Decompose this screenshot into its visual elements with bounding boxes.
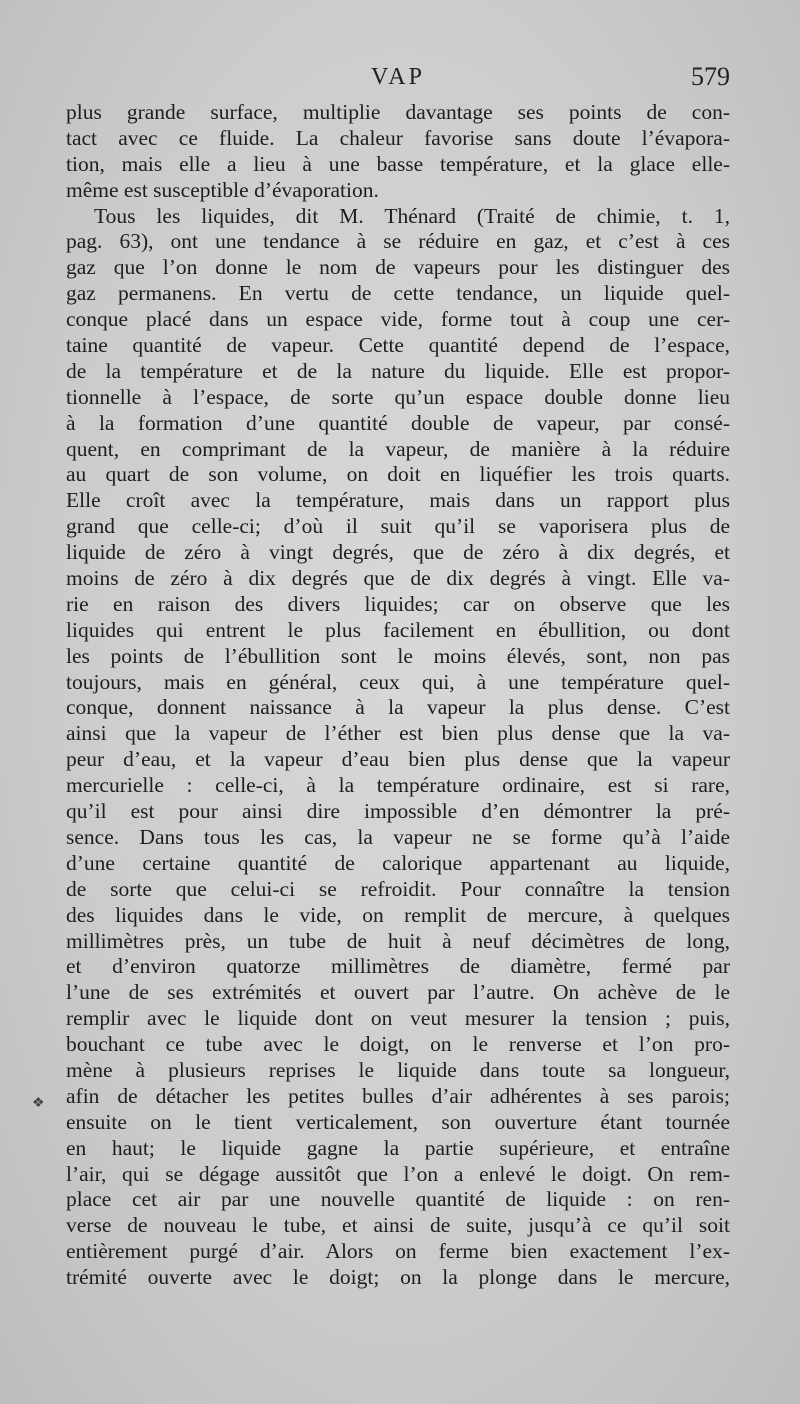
- text-line: grand que celle-ci; d’où il suit qu’il se vaporisera plus de: [66, 514, 730, 539]
- text-line: moins de zéro à dix degrés que de dix degrés à vingt. Elle va-: [66, 566, 730, 591]
- text-line: sence. Dans tous les cas, la vapeur ne se forme qu’à l’aide: [66, 824, 730, 849]
- text-line: plus grande surface, multiplie davantage ses points de con-: [66, 100, 730, 124]
- text-line: à la formation d’une quantité double de vapeur, par consé-: [66, 410, 730, 435]
- text-line: Tous les liquides, dit M. Thénard (Traité de chimie, t. 1,: [94, 203, 730, 228]
- text-line: tionnelle à l’espace, de sorte qu’un espace double donne lieu: [66, 384, 730, 409]
- text-line: tion, mais elle a lieu à une basse température, et la glace elle-: [66, 151, 730, 176]
- text-line: peur d’eau, et la vapeur d’eau bien plus dense que la vapeur: [66, 747, 730, 772]
- text-line: ainsi que la vapeur de l’éther est bien plus dense que la va-: [66, 721, 730, 746]
- text-line: qu’il est pour ainsi dire impossible d’en démontrer la pré-: [66, 799, 730, 824]
- text-line: au quart de son volume, on doit en liquéfier les trois quarts.: [66, 462, 730, 487]
- text-line: entièrement purgé d’air. Alors on ferme bien exactement l’ex-: [66, 1239, 730, 1264]
- text-line: des liquides dans le vide, on remplit de mercure, à quelques: [66, 902, 730, 927]
- text-line: place cet air par une nouvelle quantité de liquide : on ren-: [66, 1187, 730, 1212]
- text-line: mercurielle : celle-ci, à la température ordinaire, est si rare,: [66, 773, 730, 798]
- text-line: rie en raison des divers liquides; car on observe que les: [66, 591, 730, 616]
- text-line: Elle croît avec la température, mais dans un rapport plus: [66, 488, 730, 513]
- text-line: afin de détacher les petites bulles d’air adhérentes à ses parois;: [66, 1083, 730, 1108]
- text-line: les points de l’ébullition sont le moins élevés, sont, non pas: [66, 643, 730, 668]
- text-line: l’une de ses extrémités et ouvert par l’autre. On achève de le: [66, 980, 730, 1005]
- running-head: VAP: [371, 64, 425, 90]
- text-line: quent, en comprimant de la vapeur, de manière à la réduire: [66, 436, 730, 461]
- page-header: [66, 60, 730, 96]
- text-line: mène à plusieurs reprises le liquide dans toute sa longueur,: [66, 1057, 730, 1082]
- text-line: toujours, mais en général, ceux qui, à une température quel-: [66, 669, 730, 694]
- text-line: verse de nouveau le tube, et ainsi de suite, jusqu’à ce qu’il soit: [66, 1213, 730, 1238]
- text-line: tact avec ce fluide. La chaleur favorise sans doute l’évapora-: [66, 125, 730, 150]
- text-line: millimètres près, un tube de huit à neuf décimètres de long,: [66, 928, 730, 953]
- text-line: gaz que l’on donne le nom de vapeurs pour les distinguer des: [66, 255, 730, 280]
- margin-ornament-icon: ❖: [32, 1095, 45, 1111]
- text-line: bouchant ce tube avec le doigt, on le renverse et l’on pro-: [66, 1032, 730, 1057]
- text-line: même est susceptible d’évaporation.: [66, 177, 379, 202]
- text-line: taine quantité de vapeur. Cette quantité depend de l’espace,: [66, 333, 730, 358]
- page-number: 579: [691, 62, 730, 91]
- text-line: d’une certaine quantité de calorique appartenant au liquide,: [66, 850, 730, 875]
- text-line: trémité ouverte avec le doigt; on la plonge dans le mercure,: [66, 1265, 730, 1290]
- text-line: de sorte que celui-ci se refroidit. Pour connaître la tension: [66, 876, 730, 901]
- text-line: ensuite on le tient verticalement, son ouverture étant tournée: [66, 1109, 730, 1134]
- text-line: gaz permanens. En vertu de cette tendance, un liquide quel-: [66, 281, 730, 306]
- body-text: [66, 100, 730, 1291]
- text-line: liquide de zéro à vingt degrés, que de zéro à dix degrés, et: [66, 540, 730, 565]
- text-line: et d’environ quatorze millimètres de diamètre, fermé par: [66, 954, 730, 979]
- text-line: l’air, qui se dégage aussitôt que l’on a enlevé le doigt. On rem-: [66, 1161, 730, 1186]
- text-line: en haut; le liquide gagne la partie supérieure, et entraîne: [66, 1135, 730, 1160]
- text-line: conque, donnent naissance à la vapeur la plus dense. C’est: [66, 695, 730, 720]
- text-line: conque placé dans un espace vide, forme tout à coup une cer-: [66, 307, 730, 332]
- text-line: remplir avec le liquide dont on veut mesurer la tension ; puis,: [66, 1006, 730, 1031]
- text-line: liquides qui entrent le plus facilement en ébullition, ou dont: [66, 617, 730, 642]
- text-line: pag. 63), ont une tendance à se réduire en gaz, et c’est à ces: [66, 229, 730, 254]
- text-line: de la température et de la nature du liquide. Elle est propor-: [66, 358, 730, 383]
